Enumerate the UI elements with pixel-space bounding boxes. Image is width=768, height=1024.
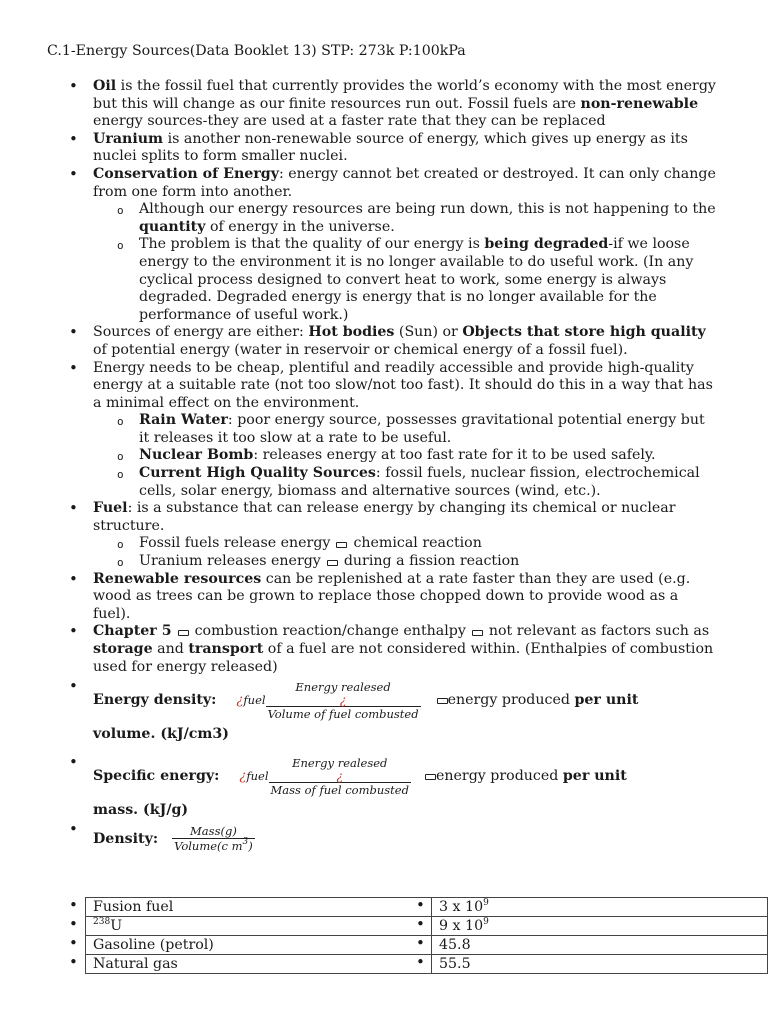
text: : <box>214 767 220 784</box>
term-per-unit: per unit <box>574 692 639 709</box>
text: during a fission reaction <box>343 553 520 570</box>
denominator: Volume of fuel combusted <box>267 707 419 722</box>
arrow-icon <box>472 630 483 636</box>
numerator: Mass(g) <box>190 824 237 839</box>
list-item-sources <box>0 324 768 359</box>
term-being-degraded: being degraded <box>484 236 609 253</box>
text: Volume(c m <box>174 839 243 854</box>
term-renewable: Renewable resources <box>93 570 262 587</box>
text: of a fuel are not considered within. (Enthalpies of combustion used for energy released) <box>93 641 714 675</box>
formula-row <box>93 678 718 724</box>
list-item-uranium <box>0 131 768 166</box>
text: Specific energy <box>93 767 215 784</box>
superscript: 3 <box>242 837 249 848</box>
text: : is a substance that can release energy by changing its chemical or nuclear structure. <box>93 500 676 534</box>
list-item-specific-energy <box>0 754 768 820</box>
term-oil: Oil <box>93 78 117 94</box>
table-cell-value <box>432 955 768 974</box>
sub-item <box>93 465 718 500</box>
term-chapter5: Chapter 5 <box>93 623 172 640</box>
text: 3 x 10 <box>439 898 484 915</box>
term-quantity: quantity <box>139 218 206 235</box>
term-high-quality-sources: Current High Quality Sources <box>139 465 376 482</box>
text: is the fossil fuel that currently provides the world’s economy with the most energy but this will change as our finite resources run out. Fossil fuels are <box>93 78 716 112</box>
table-bullet: • <box>69 934 78 952</box>
sub-item <box>93 201 718 236</box>
formula-row <box>93 754 718 800</box>
text: : poor energy source, possesses gravitational potential energy but it releases it too slow at a rate to be useful. <box>139 412 705 446</box>
text: not relevant as factors such as <box>488 623 710 640</box>
list-item-fuel <box>0 500 768 570</box>
superscript: 9 <box>483 897 489 908</box>
table-cell-value <box>432 898 768 917</box>
term-transport: transport <box>188 641 264 657</box>
text: Uranium releases energy <box>139 553 321 570</box>
text: U <box>110 917 123 934</box>
text: : <box>152 830 159 847</box>
text: of energy in the universe. <box>205 218 395 235</box>
text: (Sun) or <box>394 324 463 341</box>
sub-item <box>93 447 718 465</box>
page-title: C.1-Energy Sources(Data Booklet 13) STP: 273k P:100kPa <box>47 43 466 59</box>
energy-density-label <box>93 692 216 710</box>
term-per-unit: per unit <box>562 767 627 784</box>
term-non-renewable: non-renewable <box>580 95 699 112</box>
text: Density <box>93 830 153 847</box>
text: 45.8 <box>439 936 471 953</box>
text: : fossil fuels, nuclear fission, electrochemical cells, solar energy, biomass and alternative sources (wind, etc.). <box>139 465 700 499</box>
text: Although our energy resources are being run down, this is not happening to the <box>139 201 716 218</box>
formula-row <box>93 821 718 857</box>
term-nuclear-bomb: Nuclear Bomb <box>139 447 254 464</box>
glyph: ¿ <box>236 693 244 709</box>
unit-line <box>93 802 718 820</box>
table-row <box>86 898 768 917</box>
arrow-icon <box>327 560 338 566</box>
table-cell-value <box>432 936 768 955</box>
text: : <box>211 692 217 709</box>
text: ) <box>248 839 253 854</box>
arrow-icon <box>437 698 448 704</box>
sub-item <box>93 412 718 447</box>
list-item-oil <box>0 78 768 131</box>
arrow-icon <box>425 774 436 780</box>
energy-density-fraction <box>266 681 421 721</box>
text: 9 x 10 <box>439 917 484 934</box>
sub-item <box>93 236 718 324</box>
formula-prefix <box>236 692 265 710</box>
table-cell-value <box>432 917 768 936</box>
table-cell-name <box>86 955 432 974</box>
sub-list <box>93 535 718 570</box>
text: is another non-renewable source of energy, which gives up energy as its nuclei splits to form smaller nuclei. <box>93 130 688 165</box>
text: fuel <box>243 693 266 708</box>
term-fuel: Fuel <box>93 500 128 517</box>
denominator <box>172 838 255 853</box>
energy-density-table <box>85 897 768 974</box>
list-item-chapter5 <box>0 623 768 676</box>
term-objects: Objects that store high quality <box>462 324 706 341</box>
term-conservation: Conservation of Energy <box>93 165 279 182</box>
text: 55.5 <box>439 955 471 972</box>
sub-item <box>93 553 718 571</box>
text: fuel <box>246 768 269 783</box>
text: combustion reaction/change enthalpy <box>194 623 466 640</box>
table-bullet: • <box>69 953 78 971</box>
text: chemical reaction <box>353 535 482 552</box>
text: Energy needs to be cheap, plentiful and readily accessible and provide high-quality energy at a suitable rate (not too slow/not too fast). It should do this in a way that has a minimal effect on the environment. <box>93 359 713 411</box>
denominator: Mass of fuel combusted <box>270 782 409 797</box>
arrow-icon <box>336 542 347 548</box>
text: : releases energy at too fast rate for it to be used safely. <box>253 447 656 464</box>
superscript: 9 <box>483 916 489 927</box>
table-row <box>86 936 768 955</box>
table-cell-name <box>86 917 432 936</box>
text: Fossil fuels release energy <box>139 535 331 552</box>
arrow-icon <box>178 630 189 636</box>
list-item-renewable <box>0 571 768 624</box>
table-bullet: • <box>416 896 425 914</box>
table-bullet: • <box>416 915 425 933</box>
term-rain-water: Rain Water <box>139 412 228 429</box>
term-storage: storage <box>93 641 153 657</box>
text: Gasoline (petrol) <box>93 936 214 953</box>
list-item-energy-density <box>0 678 768 744</box>
sub-list <box>93 412 718 500</box>
sub-list <box>93 201 718 324</box>
list-item-cheap <box>0 360 768 501</box>
text: mass. (kJ/g) <box>93 801 189 818</box>
text: The problem is that the quality of our energy is <box>139 236 485 253</box>
table-bullet: • <box>416 934 425 952</box>
glyph: ¿ <box>239 768 247 784</box>
text: Natural gas <box>93 955 178 972</box>
unit-line <box>93 726 718 744</box>
table-cell-name <box>86 936 432 955</box>
glyph: ¿ <box>339 693 347 708</box>
table-bullet: • <box>69 915 78 933</box>
text: energy produced <box>435 767 559 784</box>
specific-energy-fraction <box>269 757 411 797</box>
text: energy sources-they are used at a faster rate that they can be replaced <box>93 113 606 130</box>
formula-prefix <box>239 768 268 786</box>
specific-energy-label <box>93 768 219 786</box>
bullet-list <box>0 78 768 857</box>
table-row <box>86 917 768 936</box>
text: Sources of energy are either: <box>93 324 309 341</box>
text: -if we loose energy to the environment it is no longer available to do useful work. (In any cyclical process designed to convert heat to work, some energy is always degraded. Degraded energy is energy that is no longer available for the performance of useful work.) <box>139 236 694 323</box>
term-uranium: Uranium <box>93 130 164 147</box>
sub-item <box>93 535 718 553</box>
term-hot-bodies: Hot bodies <box>308 324 395 341</box>
glyph: ¿ <box>336 768 343 783</box>
text: can be replenished at a rate faster than they are used (e.g. wood as trees can be grown to replace those chopped down to provide wood as a fuel). <box>93 570 691 622</box>
density-fraction <box>172 825 255 853</box>
table-cell-name <box>86 898 432 917</box>
text: Fusion fuel <box>93 898 174 915</box>
table-row <box>86 955 768 974</box>
text: volume. (kJ/cm3) <box>93 726 230 743</box>
density-label <box>93 831 158 849</box>
list-item-density <box>0 821 768 857</box>
text: of potential energy (water in reservoir or chemical energy of a fossil fuel). <box>93 341 628 358</box>
table-bullet: • <box>416 953 425 971</box>
text: Energy density <box>93 692 212 709</box>
text: and <box>152 641 189 657</box>
text: energy produced <box>447 692 570 709</box>
numerator: Energy realesed <box>292 755 388 770</box>
table-bullet: • <box>69 896 78 914</box>
list-item-conservation <box>0 166 768 324</box>
text: : energy cannot bet created or destroyed. It can only change from one form into another. <box>93 165 716 200</box>
numerator: Energy realesed <box>295 680 391 695</box>
superscript: 238 <box>93 916 111 927</box>
